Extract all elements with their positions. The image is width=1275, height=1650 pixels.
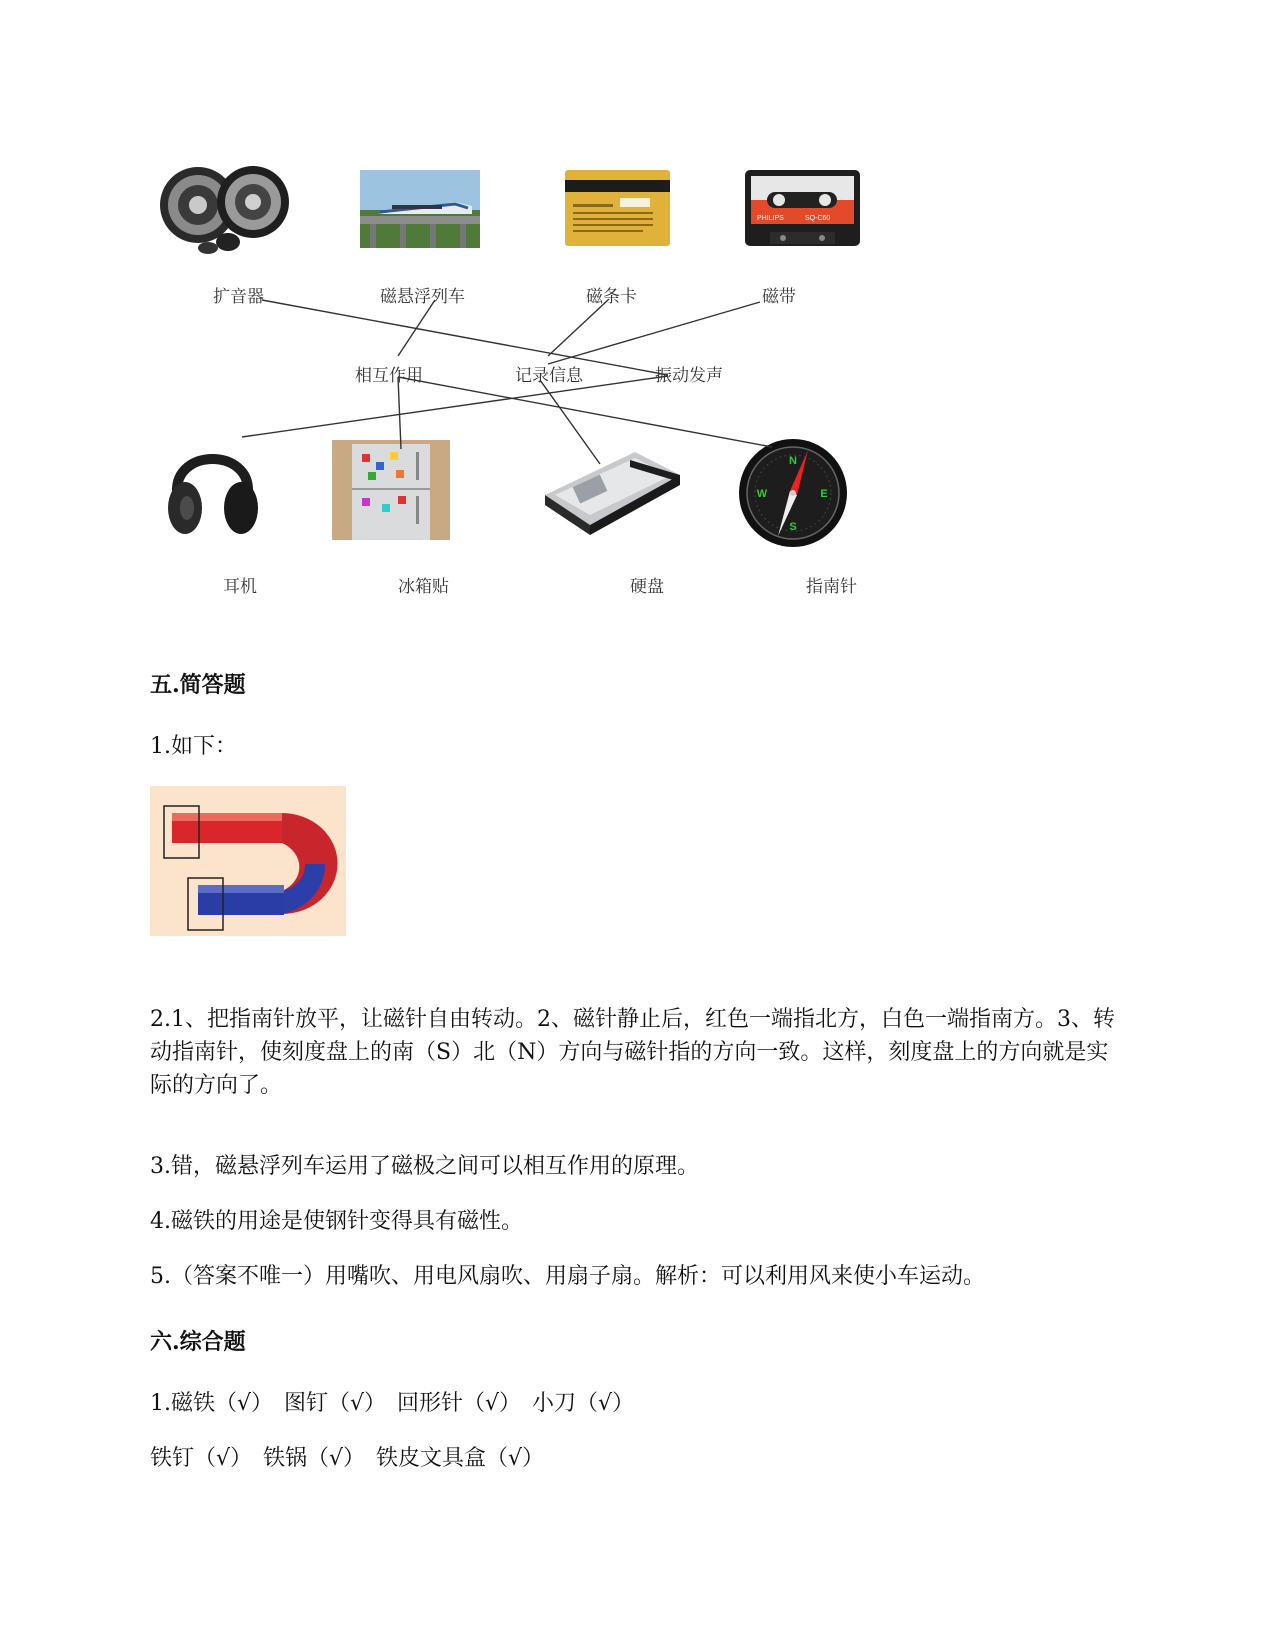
answer-6-line-2: 铁钉（√） 铁锅（√） 铁皮文具盒（√） [150,1446,545,1471]
label-headphones: 耳机 [223,577,257,597]
label-compass: 指南针 [806,577,857,597]
section5-heading: 五.简答题 [150,672,246,698]
matching-figure [0,0,1275,620]
label-magnetic-card: 磁条卡 [586,287,637,307]
compass-letter-e: E [820,488,828,500]
label-record-information: 记录信息 [515,366,583,386]
answer-3: 3.错，磁悬浮列车运用了磁极之间可以相互作用的原理。 [150,1154,699,1179]
section6-heading: 六.综合题 [150,1329,246,1355]
label-magnetic-tape: 磁带 [762,287,796,307]
matching-lines [0,0,1275,620]
answer-6-line-1: 1.磁铁（√） 图钉（√） 回形针（√） 小刀（√） [150,1391,635,1416]
cassette-brand: PHILIPS [757,215,784,222]
horseshoe-magnet-image [150,786,346,936]
label-vibrate-sound: 振动发声 [655,366,723,386]
answer-4: 4.磁铁的用途是使钢针变得具有磁性。 [150,1209,523,1234]
label-fridge-magnet: 冰箱贴 [398,577,449,597]
label-maglev-train: 磁悬浮列车 [380,287,465,307]
answer-2: 2.1、把指南针放平，让磁针自由转动。2、磁针静止后，红色一端指北方，白色一端指南方。3、转动指南针，使刻度盘上的南（S）北（N）方向与磁针指的方向一致。这样，刻度盘上的方向就是实际的方向了。 [150,1007,1115,1098]
compass-letter-w: W [756,488,768,500]
label-amplifier: 扩音器 [213,287,264,307]
label-hard-disk: 硬盘 [630,577,664,597]
answer-5: 5.（答案不唯一）用嘴吹、用电风扇吹、用扇子扇。解析：可以利用风来使小车运动。 [150,1264,985,1289]
compass-letter-s: S [789,521,797,533]
answer-1: 1.如下： [150,734,237,759]
compass-letter-n: N [789,455,797,467]
label-interaction: 相互作用 [355,366,423,386]
cassette-model: SQ-C60 [805,215,831,222]
